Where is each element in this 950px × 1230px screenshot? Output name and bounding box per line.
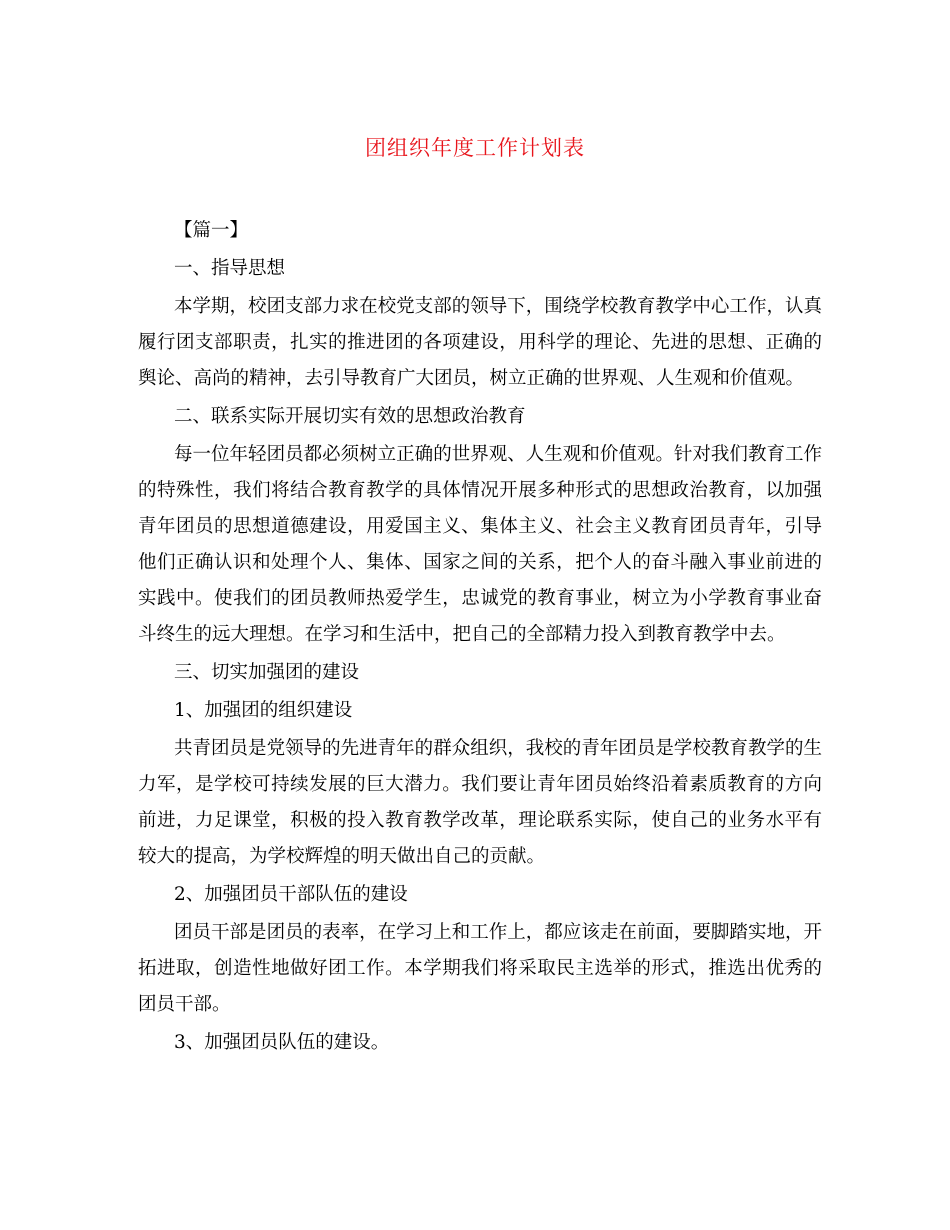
paragraph-guiding-ideology: 本学期，校团支部力求在校党支部的领导下，围绕学校教育教学中心工作，认真履行团支部职责，扎实的推进团的各项建设，用科学的理论、先进的思想、正确的舆论、高尚的精神，去引导教育广大团员，树立正确的世界观、人生观和价值观。 (138, 296, 822, 389)
paragraph-political-education: 每一位年轻团员都必须树立正确的世界观、人生观和价值观。针对我们教育工作的特殊性，我们将结合教育教学的具体情况开展多种形式的思想政治教育，以加强青年团员的思想道德建设，用爱国主义、集体主义、社会主义教育团员青年，引导他们正确认识和处理个人、集体、国家之间的关系，把个人的奋斗融入事业前进的实践中。使我们的团员教师热爱学生，忠诚党的教育事业，树立为小学教育事业奋斗终生的远大理想。在学习和生活中，把自己的全部精力投入到教育教学中去。 (138, 444, 822, 645)
subheading-cadre-building: 2、加强团员干部队伍的建设 (174, 884, 408, 905)
document-title: 团组织年度工作计划表 (365, 136, 585, 160)
heading-guiding-ideology: 一、指导思想 (174, 258, 286, 279)
subheading-member-building: 3、加强团员队伍的建设。 (174, 1032, 390, 1053)
document-body (138, 213, 822, 1063)
heading-political-education: 二、联系实际开展切实有效的思想政治教育 (174, 406, 526, 427)
paragraph-organization-building: 共青团员是党领导的先进青年的群众组织，我校的青年团员是学校教育教学的生力军，是学校可持续发展的巨大潜力。我们要让青年团员始终沿着素质教育的方向前进，力足课堂，积极的投入教育教学改革，理论联系实际，使自己的业务水平有较大的提高，为学校辉煌的明天做出自己的贡献。 (138, 738, 822, 867)
section-heading-part-one: 【篇一】 (174, 220, 249, 241)
paragraph-cadre-building: 团员干部是团员的表率，在学习上和工作上，都应该走在前面，要脚踏实地，开拓进取，创造性地做好团工作。本学期我们将采取民主选举的形式，推选出优秀的团员干部。 (138, 922, 822, 1015)
heading-league-building: 三、切实加强团的建设 (174, 662, 360, 683)
subheading-organization-building: 1、加强团的组织建设 (174, 700, 353, 721)
